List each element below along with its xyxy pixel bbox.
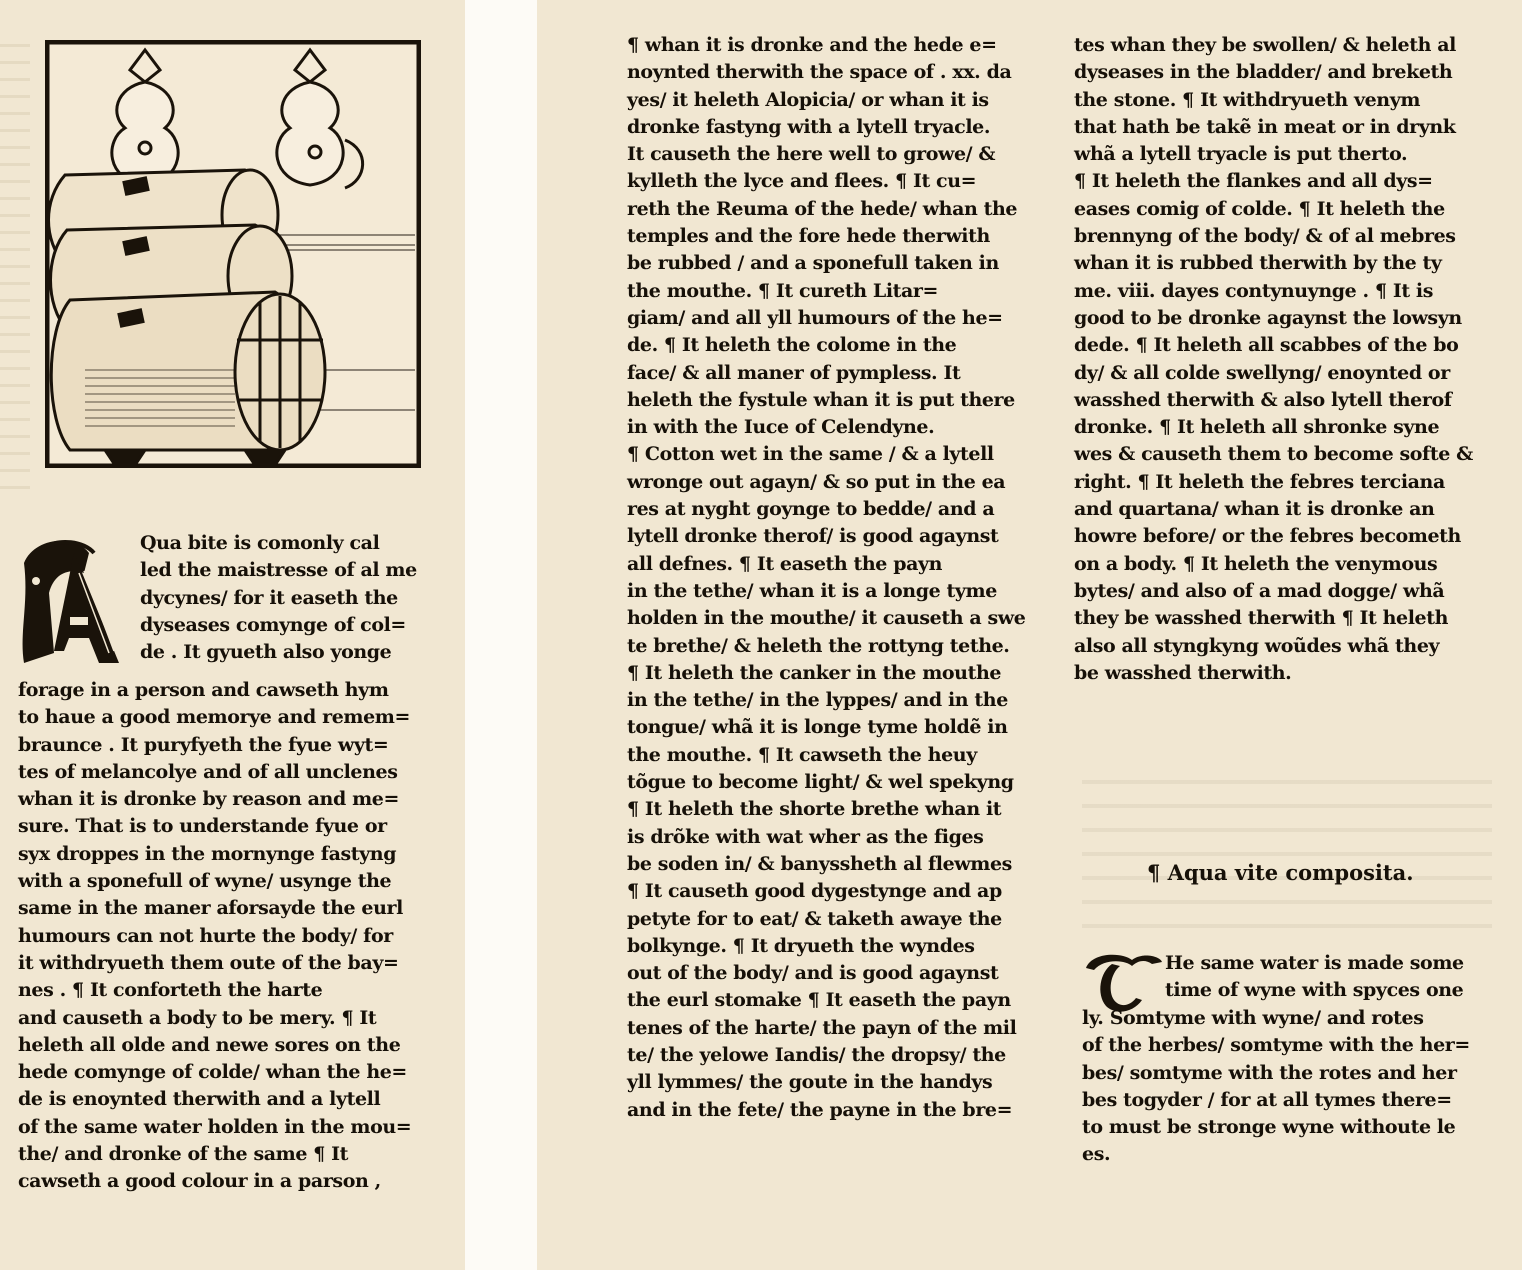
text-line: bes togyder / for at all tymes there= bbox=[1082, 1088, 1452, 1111]
text-line: yes/ it heleth Alopicia/ or whan it is bbox=[627, 88, 989, 111]
text-line: temples and the fore hede therwith bbox=[627, 225, 990, 248]
text-line: ¶ It heleth the shorte brethe whan it bbox=[627, 798, 1002, 821]
text-line: the mouthe. ¶ It cawseth the heuy bbox=[627, 743, 977, 766]
text-line: they be wasshed therwith ¶ It heleth bbox=[1074, 607, 1449, 630]
text-line: dy/ & all colde swellyng/ enoynted or bbox=[1074, 361, 1450, 384]
text-line: howre before/ or the febres becometh bbox=[1074, 525, 1461, 548]
text-line: tes of melancolye and of all unclenes bbox=[18, 760, 398, 783]
text-line: de. ¶ It heleth the colome in the bbox=[627, 334, 957, 357]
text-line: and in the fete/ the payne in the bre= bbox=[627, 1098, 1013, 1121]
text-line: ¶ It causeth good dygestynge and ap bbox=[627, 880, 1002, 903]
text-line: nes . ¶ It conforteth the harte bbox=[18, 979, 323, 1002]
text-line: of the herbes/ somtyme with the her= bbox=[1082, 1034, 1470, 1057]
text-line: dycynes/ for it easeth the bbox=[140, 586, 398, 609]
text-line: lytell dronke therof/ is good agaynst bbox=[627, 525, 999, 548]
text-line: de is enoynted therwith and a lytell bbox=[18, 1088, 381, 1111]
text-line: led the maistresse of al me bbox=[140, 559, 417, 582]
text-line: dronke fastyng with a lytell tryacle. bbox=[627, 115, 991, 138]
text-line: tenes of the harte/ the payn of the mil bbox=[627, 1016, 1017, 1039]
text-line: in the tethe/ whan it is a longe tyme bbox=[627, 579, 997, 602]
text-line: eases comig of colde. ¶ It heleth the bbox=[1074, 197, 1445, 220]
text-line: petyte for to eat/ & taketh awaye the bbox=[627, 907, 1002, 930]
text-line: in the tethe/ in the lyppes/ and in the bbox=[627, 689, 1008, 712]
text-line: te brethe/ & heleth the rottyng tethe. bbox=[627, 634, 1010, 657]
text-line: de . It gyueth also yonge bbox=[140, 641, 392, 664]
text-line: on a body. ¶ It heleth the venymous bbox=[1074, 552, 1438, 575]
text-line: te/ the yelowe Iandis/ the dropsy/ the bbox=[627, 1043, 1006, 1066]
right-page bbox=[537, 0, 1522, 1270]
text-line: Qua bite is comonly cal bbox=[140, 532, 380, 554]
right-column-2 bbox=[1074, 32, 1473, 687]
text-line: the/ and dronke of the same ¶ It bbox=[18, 1143, 349, 1166]
text-line: be soden in/ & banyssheth al flewmes bbox=[627, 852, 1012, 875]
text-line: tes whan they be swollen/ & heleth al bbox=[1074, 34, 1456, 56]
text-line: out of the body/ and is good agaynst bbox=[627, 962, 999, 985]
text-line: heleth all olde and newe sores on the bbox=[18, 1033, 401, 1056]
text-line: res at nyght goynge to bedde/ and a bbox=[627, 498, 995, 521]
text-line: me. viii. dayes contynuynge . ¶ It is bbox=[1074, 279, 1434, 302]
section-heading: ¶ Aqua vite composita. bbox=[1147, 860, 1414, 885]
text-line: ¶ It heleth the canker in the mouthe bbox=[627, 661, 1002, 684]
text-line: to must be stronge wyne withoute le bbox=[1082, 1116, 1456, 1139]
drop-cap-ornamental-initial bbox=[14, 533, 136, 673]
text-line: same in the maner aforsayde the eurl bbox=[18, 897, 403, 920]
text-line: ¶ whan it is dronke and the hede e= bbox=[627, 34, 997, 56]
text-line: also all styngkyng woũdes whã they bbox=[1074, 634, 1440, 657]
composita-indented-text bbox=[1165, 950, 1464, 1005]
text-line: dronke. ¶ It heleth all shronke syne bbox=[1074, 416, 1440, 439]
text-line: braunce . It puryfyeth the fyue wyt= bbox=[18, 733, 389, 756]
text-line: right. ¶ It heleth the febres terciana bbox=[1074, 470, 1445, 493]
text-line: of the same water holden in the mou= bbox=[18, 1115, 412, 1138]
text-line: with a sponefull of wyne/ usynge the bbox=[18, 870, 392, 893]
text-line: forage in a person and cawseth hym bbox=[18, 679, 389, 701]
text-line: ¶ Cotton wet in the same / & a lytell bbox=[627, 443, 994, 466]
text-line: be wasshed therwith. bbox=[1074, 661, 1292, 684]
text-line: and causeth a body to be mery. ¶ It bbox=[18, 1006, 377, 1029]
text-line: the stone. ¶ It withdryueth venym bbox=[1074, 88, 1421, 111]
left-body-text bbox=[18, 677, 411, 1196]
text-line: holden in the mouthe/ it causeth a swe bbox=[627, 607, 1026, 630]
text-line: sure. That is to understande fyue or bbox=[18, 815, 387, 838]
text-line: syx droppes in the mornynge fastyng bbox=[18, 842, 397, 865]
barrel-bottom bbox=[51, 292, 325, 465]
left-page bbox=[0, 0, 465, 1270]
text-line: ly. Somtyme with wyne/ and rotes bbox=[1082, 1007, 1424, 1029]
text-line: good to be dronke agaynst the lowsyn bbox=[1074, 306, 1462, 329]
text-line: to haue a good memorye and remem= bbox=[18, 706, 411, 729]
text-line: whan it is dronke by reason and me= bbox=[18, 788, 399, 811]
text-line: hede comynge of colde/ whan the he= bbox=[18, 1061, 407, 1084]
show-through-texture bbox=[1082, 760, 1492, 940]
text-line: dyseases in the bladder/ and breketh bbox=[1074, 61, 1453, 84]
show-through-texture bbox=[0, 30, 30, 490]
text-line: reth the Reuma of the hede/ whan the bbox=[627, 197, 1018, 220]
text-line: dede. ¶ It heleth all scabbes of the bo bbox=[1074, 334, 1459, 357]
text-line: yll lymmes/ the goute in the handys bbox=[627, 1071, 993, 1094]
text-line: wasshed therwith & also lytell therof bbox=[1074, 388, 1452, 411]
text-line: wronge out agayn/ & so put in the ea bbox=[627, 470, 1006, 493]
text-line: bolkynge. ¶ It dryueth the wyndes bbox=[627, 934, 975, 957]
text-line: heleth the fystule whan it is put there bbox=[627, 388, 1015, 411]
text-line: humours can not hurte the body/ for bbox=[18, 924, 393, 947]
text-line: wes & causeth them to become softe & bbox=[1074, 443, 1473, 466]
text-line: bytes/ and also of a mad dogge/ whã bbox=[1074, 579, 1445, 602]
text-line: whã a lytell tryacle is put therto. bbox=[1074, 143, 1408, 166]
text-line: be rubbed / and a sponefull taken in bbox=[627, 252, 999, 275]
text-line: cawseth a good colour in a parson , bbox=[18, 1170, 381, 1193]
text-line: bes/ somtyme with the rotes and her bbox=[1082, 1061, 1457, 1084]
text-line: es. bbox=[1082, 1143, 1111, 1166]
text-line: the mouthe. ¶ It cureth Litar= bbox=[627, 279, 939, 302]
text-line: is drõke with wat wher as the figes bbox=[627, 825, 984, 848]
text-line: whan it is rubbed therwith by the ty bbox=[1074, 252, 1442, 275]
text-line: ¶ It heleth the flankes and all dys= bbox=[1074, 170, 1433, 193]
text-line: all defnes. ¶ It easeth the payn bbox=[627, 552, 943, 575]
text-line: face/ & all maner of pympless. It bbox=[627, 361, 961, 384]
text-line: time of wyne with spyces one bbox=[1165, 979, 1464, 1002]
right-column-1 bbox=[627, 32, 1025, 1124]
text-line: noynted therwith the space of . xx. da bbox=[627, 61, 1012, 84]
page-gutter bbox=[465, 0, 537, 1270]
left-indented-text bbox=[140, 530, 417, 666]
text-line: brennyng of the body/ & of al mebres bbox=[1074, 225, 1456, 248]
text-line: in with the Iuce of Celendyne. bbox=[627, 416, 935, 439]
text-line: giam/ and all yll humours of the he= bbox=[627, 306, 1003, 329]
text-line: it withdryueth them oute of the bay= bbox=[18, 951, 399, 974]
text-line: It causeth the here well to growe/ & bbox=[627, 143, 996, 166]
barrels-woodcut-illustration bbox=[45, 40, 421, 468]
text-line: tõgue to become light/ & wel spekyng bbox=[627, 771, 1014, 794]
composita-body-text bbox=[1082, 1005, 1470, 1169]
text-line: the eurl stomake ¶ It easeth the payn bbox=[627, 989, 1011, 1012]
woodcut-initial-letter-a bbox=[14, 533, 136, 673]
text-line: and quartana/ whan it is dronke an bbox=[1074, 498, 1435, 521]
text-line: kylleth the lyce and flees. ¶ It cu= bbox=[627, 170, 977, 193]
text-line: that hath be takẽ in meat or in drynk bbox=[1074, 115, 1456, 138]
text-line: tongue/ whã it is longe tyme holdẽ in bbox=[627, 716, 1008, 739]
text-line: He same water is made some bbox=[1165, 952, 1464, 974]
text-line: dyseases comynge of col= bbox=[140, 613, 406, 636]
